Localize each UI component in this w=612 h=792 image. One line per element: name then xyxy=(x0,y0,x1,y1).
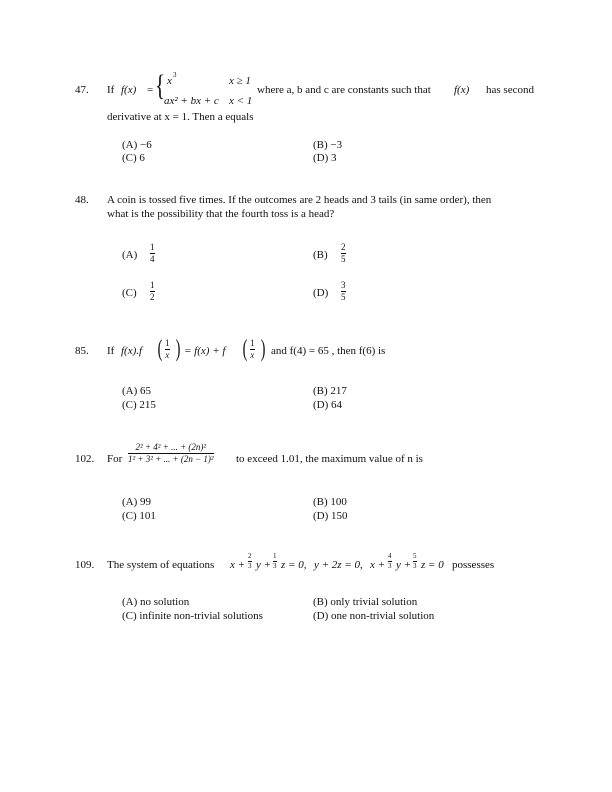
option-d[interactable]: (D) one non-trivial solution xyxy=(313,610,435,622)
option-c[interactable]: (C) 6 xyxy=(122,152,145,164)
option-b[interactable]: (B) −3 xyxy=(313,139,343,151)
denominator: 5 xyxy=(341,254,346,264)
equation-term: z = 0, xyxy=(281,559,307,571)
option-d[interactable]: (D) 3 xyxy=(313,152,337,164)
denominator: 2 xyxy=(150,292,155,302)
fraction-one-over-x xyxy=(250,339,255,360)
question-number: 102. xyxy=(75,453,95,465)
numerator: 2 xyxy=(341,242,346,252)
equation-term: x + xyxy=(370,559,386,571)
question-text: has second xyxy=(486,84,534,96)
exponent: 3 xyxy=(173,71,177,79)
question-text: A coin is tossed five times. If the outcomes are 2 heads and 3 tails (in same order), then xyxy=(107,194,492,206)
function-expression: = f(x) + f xyxy=(184,345,226,357)
left-paren-icon: ( xyxy=(242,336,248,362)
question-number: 85. xyxy=(75,345,89,357)
question-text: and f(4) = 65 , then f(6) is xyxy=(271,345,386,357)
option-c[interactable]: (C) infinite non-trivial solutions xyxy=(122,610,263,622)
numerator: 5 xyxy=(413,552,417,560)
fraction xyxy=(413,553,417,570)
equation-term: x + xyxy=(230,559,246,571)
option-c[interactable]: (C) 101 xyxy=(122,510,156,522)
numerator: 1 xyxy=(165,338,170,348)
fraction xyxy=(388,553,392,570)
numerator: 3 xyxy=(341,280,346,290)
option-d[interactable]: (D) 150 xyxy=(313,510,348,522)
numerator: 1 xyxy=(150,242,155,252)
question-text: to exceed 1.01, the maximum value of n is xyxy=(236,453,423,465)
question-text: derivative at x = 1. Then a equals xyxy=(107,111,254,123)
option-b[interactable]: (B) only trivial solution xyxy=(313,596,418,608)
denominator: 3 xyxy=(388,562,392,570)
option-c-label[interactable]: (C) xyxy=(122,287,137,299)
equation-term: z = 0 xyxy=(421,559,444,571)
option-b[interactable]: (B) 100 xyxy=(313,496,347,508)
denominator: 3 xyxy=(248,562,252,570)
denominator: x xyxy=(165,350,170,360)
option-d-fraction xyxy=(341,281,346,302)
numerator: 1 xyxy=(250,338,255,348)
option-d-label[interactable]: (D) xyxy=(313,287,329,299)
question-text: If xyxy=(107,84,115,96)
fraction xyxy=(273,553,277,570)
option-d[interactable]: (D) 64 xyxy=(313,399,343,411)
right-paren-icon: ) xyxy=(260,336,266,362)
equation-term: y + xyxy=(256,559,272,571)
option-a[interactable]: (A) 65 xyxy=(122,385,152,397)
fraction-one-over-x xyxy=(165,339,170,360)
left-paren-icon: ( xyxy=(157,336,163,362)
denominator: 5 xyxy=(341,292,346,302)
piece-expression: ax² + bx + c xyxy=(164,95,219,107)
piece-expression: x xyxy=(167,75,172,87)
question-number: 109. xyxy=(75,559,95,571)
option-a-label[interactable]: (A) xyxy=(122,249,138,261)
function-expression: f(x).f xyxy=(121,345,143,357)
denominator: 3 xyxy=(273,562,277,570)
numerator: 1 xyxy=(150,280,155,290)
function-symbol: f(x) xyxy=(454,84,470,96)
denominator: 4 xyxy=(150,254,155,264)
option-a-fraction xyxy=(150,243,155,264)
question-number: 47. xyxy=(75,84,89,96)
fraction xyxy=(248,553,252,570)
equation-term: y + 2z = 0, xyxy=(314,559,363,571)
sum-ratio-fraction xyxy=(128,443,214,464)
option-b-label[interactable]: (B) xyxy=(313,249,328,261)
numerator: 2² + 4² + ... + (2n)² xyxy=(135,442,207,452)
option-a[interactable]: (A) no solution xyxy=(122,596,190,608)
left-brace-icon: { xyxy=(155,69,166,102)
option-b-fraction xyxy=(341,243,346,264)
question-text: The system of equations xyxy=(107,559,215,571)
denominator: 3 xyxy=(413,562,417,570)
numerator: 2 xyxy=(248,552,252,560)
question-text: If xyxy=(107,345,115,357)
option-c[interactable]: (C) 215 xyxy=(122,399,156,411)
right-paren-icon: ) xyxy=(175,336,181,362)
equals-sign: = xyxy=(147,84,154,96)
option-a[interactable]: (A) −6 xyxy=(122,139,152,151)
question-text: For xyxy=(107,453,123,465)
question-text: what is the possibility that the fourth toss is a head? xyxy=(107,208,335,220)
denominator: x xyxy=(250,350,255,360)
piece-condition: x ≥ 1 xyxy=(229,75,251,87)
question-number: 48. xyxy=(75,194,89,206)
question-text: possesses xyxy=(452,559,495,571)
option-a[interactable]: (A) 99 xyxy=(122,496,152,508)
denominator: 1² + 3² + ... + (2n − 1)² xyxy=(128,454,214,464)
equation-term: y + xyxy=(396,559,412,571)
option-c-fraction xyxy=(150,281,155,302)
question-text: where a, b and c are constants such that xyxy=(257,84,431,96)
numerator: 1 xyxy=(273,552,277,560)
function-symbol: f(x) xyxy=(121,84,137,96)
option-b[interactable]: (B) 217 xyxy=(313,385,347,397)
piece-condition: x < 1 xyxy=(229,95,253,107)
numerator: 4 xyxy=(388,552,392,560)
